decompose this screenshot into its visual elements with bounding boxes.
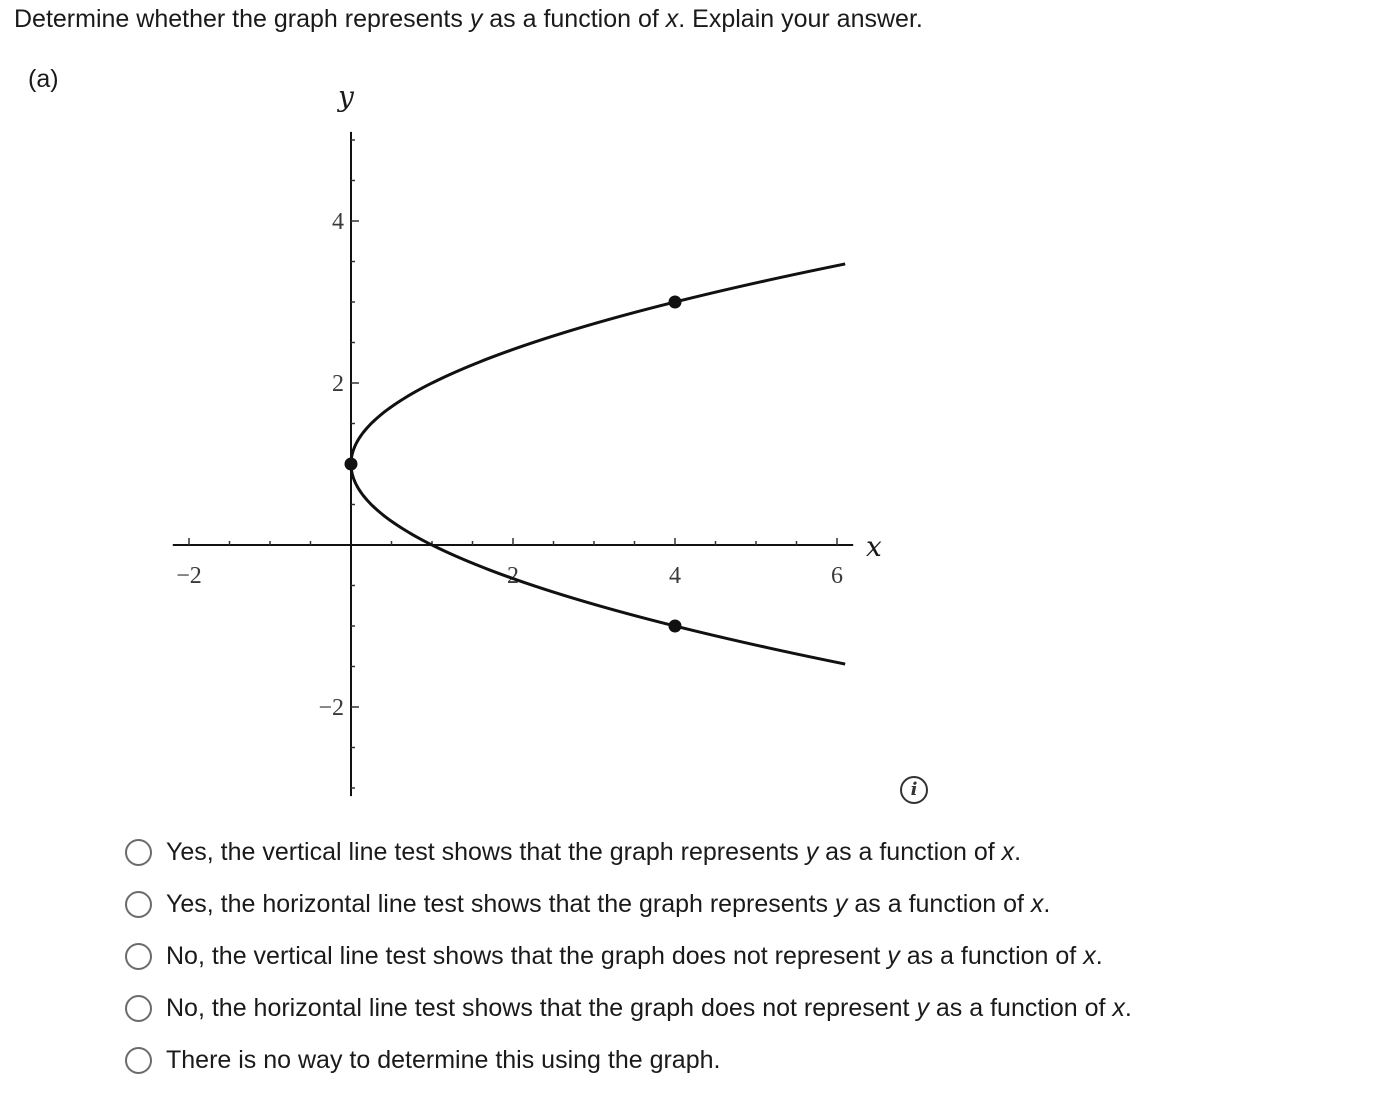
marked-point	[669, 620, 682, 633]
question-middle: as a function of	[482, 5, 666, 33]
graph-axes	[173, 132, 853, 796]
question-var-x: x	[665, 5, 679, 33]
option-text-part: .	[1124, 993, 1132, 1022]
answer-option[interactable]	[125, 878, 1132, 930]
graph-ticks	[189, 140, 837, 788]
option-var-y: y	[887, 941, 900, 970]
option-text-part: .	[1095, 941, 1103, 970]
y-tick-label: 4	[332, 209, 344, 235]
answer-option[interactable]	[125, 1034, 1132, 1086]
option-text-part: There is no way to determine this using the graph.	[166, 1045, 721, 1074]
option-text-part: Yes, the horizontal line test shows that the graph represents	[166, 889, 835, 918]
radio-button[interactable]	[125, 943, 152, 970]
answer-options	[125, 826, 1132, 1086]
marked-point	[345, 458, 358, 471]
y-tick-label: −2	[318, 695, 344, 721]
x-tick-label: 6	[831, 563, 843, 589]
question-suffix: . Explain your answer.	[678, 5, 923, 33]
x-axis-label: x	[866, 530, 882, 563]
option-var-x: x	[1030, 889, 1044, 918]
info-button[interactable]	[900, 776, 928, 804]
option-var-x: x	[1083, 941, 1096, 970]
info-icon: i	[910, 779, 918, 800]
option-text	[166, 994, 1132, 1023]
question-var-y: y	[469, 5, 483, 33]
radio-button[interactable]	[125, 891, 152, 918]
option-var-y: y	[834, 889, 848, 918]
option-text	[166, 942, 1103, 971]
option-text-part: No, the horizontal line test shows that the graph does not represent	[166, 993, 917, 1022]
option-text	[166, 838, 1021, 867]
option-text-part: .	[1014, 837, 1022, 866]
x-tick-label: −2	[176, 563, 202, 589]
option-text	[166, 890, 1050, 919]
radio-button[interactable]	[125, 995, 152, 1022]
y-tick-label: 2	[332, 371, 344, 397]
x-tick-label: 4	[669, 563, 681, 589]
answer-option[interactable]	[125, 930, 1132, 982]
parabola-curve	[351, 264, 845, 664]
radio-button[interactable]	[125, 839, 152, 866]
option-var-x: x	[1112, 993, 1125, 1022]
option-text-part: as a function of	[928, 993, 1113, 1022]
option-text-part: No, the vertical line test shows that the graph does not represent	[166, 941, 888, 970]
option-text	[166, 1046, 720, 1075]
option-var-y: y	[916, 993, 929, 1022]
option-var-x: x	[1001, 837, 1015, 866]
answer-option[interactable]	[125, 826, 1132, 878]
x-tick-label: 2	[507, 563, 519, 589]
option-text-part: as a function of	[899, 941, 1084, 970]
part-label: (a)	[28, 65, 59, 93]
option-text-part: as a function of	[847, 889, 1031, 918]
question-prefix: Determine whether the graph represents	[14, 5, 470, 33]
option-text-part: .	[1043, 889, 1051, 918]
option-var-y: y	[805, 837, 819, 866]
option-text-part: Yes, the vertical line test shows that the graph represents	[166, 837, 806, 866]
answer-option[interactable]	[125, 982, 1132, 1034]
y-axis-label: y	[338, 80, 354, 113]
option-text-part: as a function of	[818, 837, 1002, 866]
marked-point	[669, 296, 682, 309]
radio-button[interactable]	[125, 1047, 152, 1074]
